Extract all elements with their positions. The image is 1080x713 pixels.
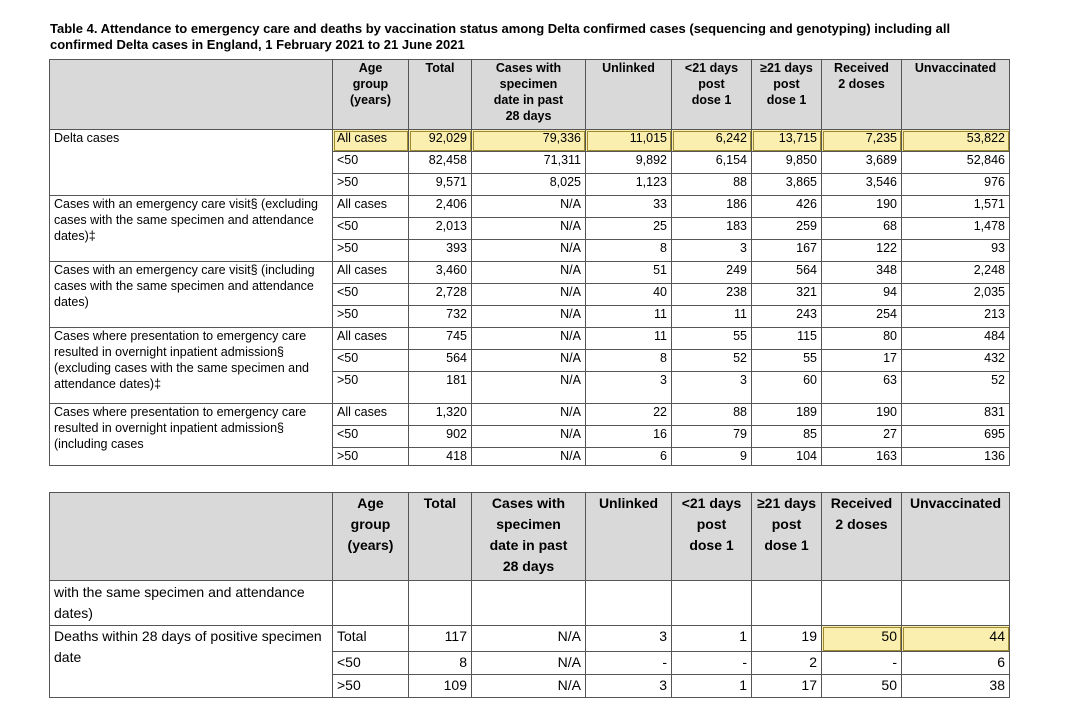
- group-label: Cases with an emergency care visit§ (excluding cases with the same specimen and attendance dates)‡: [50, 196, 333, 262]
- cell-age: <50: [333, 152, 409, 174]
- cell-cases28: N/A: [472, 652, 586, 675]
- table-title: Table 4. Attendance to emergency care and deaths by vaccination status among Delta confirmed cases (sequencing and genotyping) including all confirmed Delta cases in England, 1 February 2021 to 21 June 2021: [50, 21, 951, 52]
- cell-ge21: 426: [752, 196, 822, 218]
- cell-two: 94: [822, 284, 902, 306]
- cell-cases28: N/A: [472, 196, 586, 218]
- cell-age: <50: [333, 218, 409, 240]
- cell-total: 9,571: [409, 174, 472, 196]
- cell-total: 2,013: [409, 218, 472, 240]
- cell-unlinked: 3: [586, 675, 672, 698]
- cell-unvax: 695: [902, 426, 1010, 448]
- cell-lt21: 6,242: [672, 130, 752, 152]
- cell-two: 27: [822, 426, 902, 448]
- group-label: Deaths within 28 days of positive specimen date: [50, 626, 333, 698]
- cell-ge21: 13,715: [752, 130, 822, 152]
- cell-total: 82,458: [409, 152, 472, 174]
- cell-age: All cases: [333, 262, 409, 284]
- cell-ge21: 104: [752, 448, 822, 466]
- cell-cases28: N/A: [472, 372, 586, 404]
- header-unvaccinated: Unvaccinated: [902, 60, 1010, 130]
- cell-ge21: 259: [752, 218, 822, 240]
- cell-ge21: 564: [752, 262, 822, 284]
- cell-ge21: 60: [752, 372, 822, 404]
- cell-unlinked: 3: [586, 626, 672, 652]
- cell-unvax: 52: [902, 372, 1010, 404]
- cell-unlinked: 8: [586, 350, 672, 372]
- cell-age: All cases: [333, 404, 409, 426]
- cell-total: 2,406: [409, 196, 472, 218]
- cell-ge21: 321: [752, 284, 822, 306]
- cell-total: 732: [409, 306, 472, 328]
- cell-age: <50: [333, 652, 409, 675]
- cell-total: 564: [409, 350, 472, 372]
- table-row: [50, 404, 1010, 426]
- cell-unvax: 136: [902, 448, 1010, 466]
- table-row: [50, 130, 1010, 152]
- cell-unlinked: 40: [586, 284, 672, 306]
- group-label: Cases where presentation to emergency care resulted in overnight inpatient admission§ (excluding cases with the same specimen and attendance dates)‡: [50, 328, 333, 404]
- cell-two: 50: [822, 675, 902, 698]
- cell-unlinked: 22: [586, 404, 672, 426]
- table-row: [50, 626, 1010, 652]
- header-ge21-days: ≥21 days post dose 1: [752, 493, 822, 581]
- header-cases-28-days: Cases with specimen date in past 28 days: [472, 60, 586, 130]
- cell-unvax: 484: [902, 328, 1010, 350]
- cell-unvax: 93: [902, 240, 1010, 262]
- cell-unlinked: 16: [586, 426, 672, 448]
- cell-two: 122: [822, 240, 902, 262]
- cell-lt21: 1: [672, 675, 752, 698]
- cell-unlinked: -: [586, 652, 672, 675]
- cell-two: 63: [822, 372, 902, 404]
- cell-ge21: 9,850: [752, 152, 822, 174]
- cell-ge21: 85: [752, 426, 822, 448]
- cell-lt21: 238: [672, 284, 752, 306]
- cell-ge21: 19: [752, 626, 822, 652]
- cell-age: >50: [333, 372, 409, 404]
- cell-unvax: 2,248: [902, 262, 1010, 284]
- cell-unvax: 52,846: [902, 152, 1010, 174]
- header-blank: [50, 493, 333, 581]
- cell-unlinked: 33: [586, 196, 672, 218]
- header-row-repeat: [50, 493, 1010, 581]
- cell-unlinked: 11,015: [586, 130, 672, 152]
- cell-two: 3,546: [822, 174, 902, 196]
- cell-total: 8: [409, 652, 472, 675]
- cell-unvax: 2,035: [902, 284, 1010, 306]
- cell-lt21: 3: [672, 372, 752, 404]
- cell-ge21: 17: [752, 675, 822, 698]
- cell-unlinked: 1,123: [586, 174, 672, 196]
- cell-ge21: 2: [752, 652, 822, 675]
- cell-two: 7,235: [822, 130, 902, 152]
- cell-unvax: 44: [902, 626, 1010, 652]
- cell-ge21: 167: [752, 240, 822, 262]
- cell-two: 50: [822, 626, 902, 652]
- cell-cases28: 79,336: [472, 130, 586, 152]
- cell-total: 393: [409, 240, 472, 262]
- header-total: Total: [409, 60, 472, 130]
- cell-cases28: N/A: [472, 306, 586, 328]
- cell-lt21: 11: [672, 306, 752, 328]
- cell-lt21: 55: [672, 328, 752, 350]
- cell-cases28: N/A: [472, 626, 586, 652]
- cell-unvax: 1,478: [902, 218, 1010, 240]
- header-row: [50, 60, 1010, 130]
- cell-cases28: N/A: [472, 448, 586, 466]
- cell-two: 3,689: [822, 152, 902, 174]
- cell-two: 190: [822, 196, 902, 218]
- cell-two: -: [822, 652, 902, 675]
- cell-unlinked: 3: [586, 372, 672, 404]
- deaths-section: [50, 626, 1010, 698]
- cell-lt21: 6,154: [672, 152, 752, 174]
- header-lt21-days: <21 days post dose 1: [672, 60, 752, 130]
- cell-age: >50: [333, 448, 409, 466]
- header-received-2-doses: Received 2 doses: [822, 493, 902, 581]
- table-body: [50, 130, 1010, 466]
- cell-cases28: N/A: [472, 262, 586, 284]
- cell-age: >50: [333, 174, 409, 196]
- cell-cases28: N/A: [472, 218, 586, 240]
- cell-lt21: 52: [672, 350, 752, 372]
- header-unvaccinated: Unvaccinated: [902, 493, 1010, 581]
- cell-ge21: 115: [752, 328, 822, 350]
- cell-two: 80: [822, 328, 902, 350]
- cell-two: 17: [822, 350, 902, 372]
- cell-total: 181: [409, 372, 472, 404]
- cell-total: 745: [409, 328, 472, 350]
- cell-cases28: N/A: [472, 404, 586, 426]
- table-row: [50, 328, 1010, 350]
- cell-unvax: 432: [902, 350, 1010, 372]
- cell-cases28: N/A: [472, 350, 586, 372]
- cell-age: Total: [333, 626, 409, 652]
- cell-unvax: 213: [902, 306, 1010, 328]
- group-label: Cases where presentation to emergency care resulted in overnight inpatient admission§ (including cases: [50, 404, 333, 466]
- group-label: Delta cases: [50, 130, 333, 196]
- cell-two: 163: [822, 448, 902, 466]
- cell-unlinked: 8: [586, 240, 672, 262]
- header-unlinked: Unlinked: [586, 60, 672, 130]
- cell-total: 902: [409, 426, 472, 448]
- cell-ge21: 243: [752, 306, 822, 328]
- cell-cases28: N/A: [472, 284, 586, 306]
- table-row: [50, 262, 1010, 284]
- cell-total: 92,029: [409, 130, 472, 152]
- cell-lt21: 186: [672, 196, 752, 218]
- cell-two: 68: [822, 218, 902, 240]
- cell-unlinked: 25: [586, 218, 672, 240]
- header-age-group: Age group (years): [333, 493, 409, 581]
- cell-unvax: 831: [902, 404, 1010, 426]
- header-ge21-days: ≥21 days post dose 1: [752, 60, 822, 130]
- cell-unvax: 976: [902, 174, 1010, 196]
- cell-cases28: N/A: [472, 328, 586, 350]
- header-unlinked: Unlinked: [586, 493, 672, 581]
- header-received-2-doses: Received 2 doses: [822, 60, 902, 130]
- cell-ge21: 3,865: [752, 174, 822, 196]
- cell-unlinked: 6: [586, 448, 672, 466]
- cell-age: All cases: [333, 328, 409, 350]
- cell-total: 3,460: [409, 262, 472, 284]
- cell-unvax: 1,571: [902, 196, 1010, 218]
- cell-two: 254: [822, 306, 902, 328]
- cell-two: 190: [822, 404, 902, 426]
- cell-lt21: 79: [672, 426, 752, 448]
- cell-cases28: N/A: [472, 426, 586, 448]
- cell-total: 2,728: [409, 284, 472, 306]
- header-total: Total: [409, 493, 472, 581]
- cell-cases28: N/A: [472, 675, 586, 698]
- cell-unvax: 6: [902, 652, 1010, 675]
- cell-cases28: N/A: [472, 240, 586, 262]
- cell-lt21: 88: [672, 174, 752, 196]
- cell-age: All cases: [333, 196, 409, 218]
- cell-lt21: 9: [672, 448, 752, 466]
- row-label: with the same specimen and attendance dates): [50, 581, 333, 626]
- cell-unlinked: 51: [586, 262, 672, 284]
- cell-lt21: 1: [672, 626, 752, 652]
- cell-unvax: 53,822: [902, 130, 1010, 152]
- cell-total: 109: [409, 675, 472, 698]
- cell-ge21: 55: [752, 350, 822, 372]
- cell-age: <50: [333, 284, 409, 306]
- cell-unlinked: 11: [586, 306, 672, 328]
- cell-two: 348: [822, 262, 902, 284]
- group-label: Cases with an emergency care visit§ (including cases with the same specimen and attendance dates): [50, 262, 333, 328]
- cell-age: >50: [333, 675, 409, 698]
- table-row: [50, 196, 1010, 218]
- cell-age: <50: [333, 350, 409, 372]
- cell-unvax: 38: [902, 675, 1010, 698]
- cell-age: <50: [333, 426, 409, 448]
- cell-lt21: 3: [672, 240, 752, 262]
- header-lt21-days: <21 days post dose 1: [672, 493, 752, 581]
- cell-lt21: 88: [672, 404, 752, 426]
- cell-cases28: 71,311: [472, 152, 586, 174]
- cell-lt21: 249: [672, 262, 752, 284]
- cell-unlinked: 9,892: [586, 152, 672, 174]
- header-cases-28-days: Cases with specimen date in past 28 days: [472, 493, 586, 581]
- cell-age: >50: [333, 306, 409, 328]
- cell-cases28: 8,025: [472, 174, 586, 196]
- header-age-group: Age group (years): [333, 60, 409, 130]
- cell-age: >50: [333, 240, 409, 262]
- header-blank: [50, 60, 333, 130]
- cell-lt21: 183: [672, 218, 752, 240]
- continuation-row: [50, 581, 1010, 626]
- attendance-table-part-2: [49, 492, 1010, 698]
- cell-total: 117: [409, 626, 472, 652]
- cell-ge21: 189: [752, 404, 822, 426]
- attendance-table-part-1: [49, 59, 1010, 466]
- cell-age: All cases: [333, 130, 409, 152]
- cell-total: 1,320: [409, 404, 472, 426]
- cell-total: 418: [409, 448, 472, 466]
- cell-unlinked: 11: [586, 328, 672, 350]
- cell-lt21: -: [672, 652, 752, 675]
